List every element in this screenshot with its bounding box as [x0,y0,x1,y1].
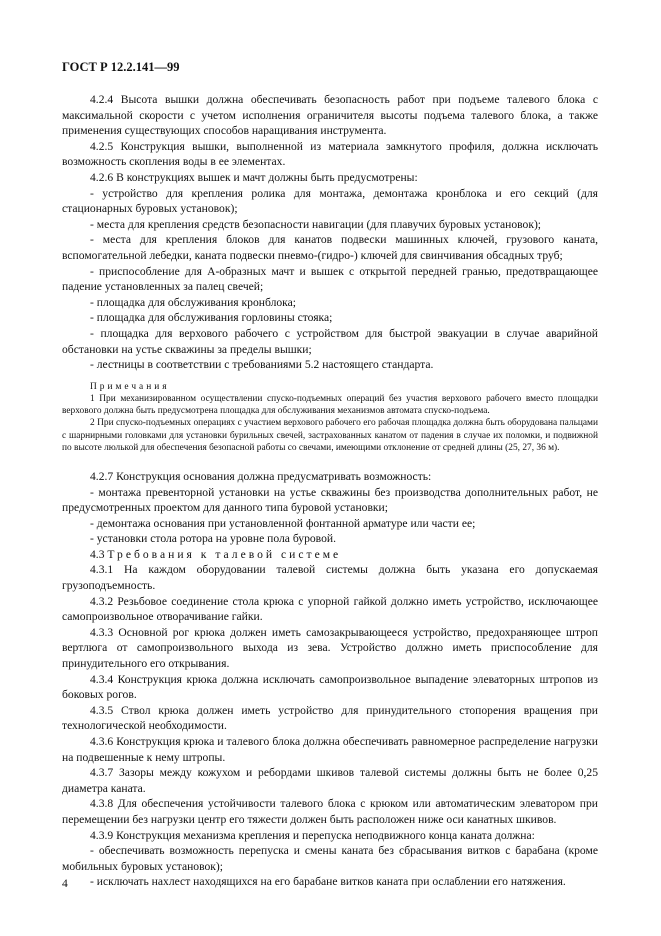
list-item: - устройство для крепления ролика для монтажа, демонтажа кронблока и его секций (для стационарных буровых установок); [62,186,598,216]
document-header: ГОСТ Р 12.2.141—99 [62,60,180,74]
paragraph-4-3-4: 4.3.4 Конструкция крюка должна исключать самопроизвольное выпадение элеваторных штропов из боковых рогов. [62,672,598,702]
notes-block [62,381,598,454]
paragraph-4-2-6: 4.2.6 В конструкциях вышек и мачт должны быть предусмотрены: [90,170,418,184]
list-item: - демонтажа основания при установленной фонтанной арматуре или части ее; [90,516,476,530]
list-item: - площадка для обслуживания горловины стояка; [90,311,333,325]
paragraph-4-3-8: 4.3.8 Для обеспечения устойчивости талевого блока с крюком или автоматическим элеватором при перемещении без нагрузки центр его тяжести должен быть расположен ниже оси канатных шкивов. [62,797,598,826]
page-number: 4 [62,877,68,890]
list-item: - установки стола ротора на уровне пола буровой. [90,532,336,546]
section-number: 4.3 [90,547,105,561]
list-item: - монтажа превенторной установки на устье скважины без производства дополнительных работ, не предусмотренных проектом для данного типа буровой установки; [62,485,598,515]
list-item: - места для крепления средств безопасности навигации (для плавучих буровых установок); [90,217,542,231]
list-item: - приспособление для А-образных мачт и вышек с открытой передней гранью, предотвращающее падение установленных за палец свечей; [62,264,598,294]
list-item: - обеспечивать возможность перепуска и смены каната без сбрасывания витков с барабана (кроме мобильных буровых установок); [62,844,598,873]
notes-title: Примечания [90,381,170,392]
list-item: - исключать нахлест находящихся на его барабане витков каната при ослаблении его натяжения. [90,875,566,889]
paragraph-4-2-7: 4.2.7 Конструкция основания должна предусматривать возможность: [90,469,432,483]
section-heading [62,547,598,563]
note-item: 2 При спуско-подъемных операциях с участием верхового рабочего его рабочая площадка должна быть оборудована пальцами с шарнирными головками для установки бурильных свечей, застрахованных канатом от падения в случае их поломки, и подвижной по высоте люлькой для обеспечения безопасной работы со свечами, имеющими отклонение от средней длины (25, 27, 36 м). [62,418,598,453]
paragraph-4-2-5: 4.2.5 Конструкция вышки, выполненной из материала замкнутого профиля, должна исключать возможность скопления воды в ее элементах. [62,139,598,169]
list-item: - лестницы в соответствии с требованиями 5.2 настоящего стандарта. [90,358,434,372]
paragraph-4-3-9: 4.3.9 Конструкция механизма крепления и перепуска неподвижного конца каната должна: [90,828,535,842]
paragraph-4-3-2: 4.3.2 Резьбовое соединение стола крюка с упорной гайкой должно иметь устройство, исключающее самопроизвольное отворачивание гайки. [62,594,598,624]
paragraph-4-3-1: 4.3.1 На каждом оборудовании талевой системы должна быть указана его допускаемая грузоподъемность. [62,563,598,593]
list-item: - площадка для верхового рабочего с устройством для быстрой эвакуации в случае аварийной обстановки на устье скважины за пределы вышки; [62,326,598,356]
section-title: Требования к талевой системе [107,547,342,561]
paragraph-4-3-5: 4.3.5 Ствол крюка должен иметь устройство для принудительного стопорения вращения при технологической необходимости. [62,703,598,733]
paragraph-4-3-6: 4.3.6 Конструкция крюка и талевого блока должна обеспечивать равномерное распределение нагрузки на подвешенные к нему штропы. [62,735,598,764]
document-body [62,92,598,890]
paragraph-4-3-3: 4.3.3 Основной рог крюка должен иметь самозакрывающееся устройство, предохраняющее штроп вертлюга от самопроизвольного выхода из зева. Устройство должно иметь приспособление для принудительного его открывания. [62,625,598,671]
paragraph-4-2-4: 4.2.4 Высота вышки должна обеспечивать безопасность работ при подъеме талевого блока с максимальной скорости с учетом исполнения ограничителя высоты подъема талевого блока, а также применения существующих способов наращивания инструмента. [62,93,598,138]
paragraph-4-3-7: 4.3.7 Зазоры между кожухом и ребордами шкивов талевой системы должны быть не более 0,25 диаметра каната. [62,766,598,795]
list-item: - площадка для обслуживания кронблока; [90,295,296,309]
note-item: 1 При механизированном осуществлении спуско-подъемных операций без участия верхового рабочего вместо площадки верхового должна быть предусмотрена площадка для обслуживания механизмов автомата спуско-подъема. [62,393,598,417]
list-item: - места для крепления блоков для канатов подвески машинных ключей, грузового каната, вспомогательной лебедки, каната подвески пневмо-(гидро-) ключей для свинчивания обсадных труб; [62,233,598,262]
